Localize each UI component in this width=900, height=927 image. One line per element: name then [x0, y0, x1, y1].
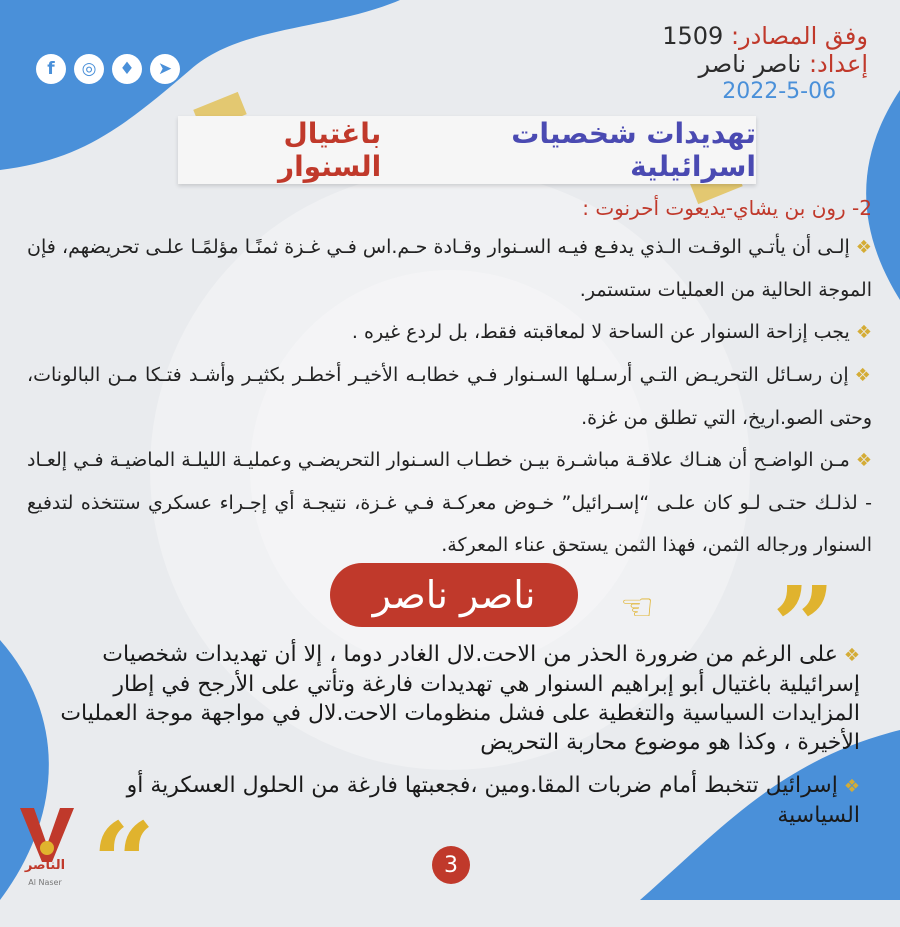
commentary-text: إسرائيل تتخبط أمام ضربات المقا.ومين ،فجعبتها فارغة من الحلول العسكرية أو السياسية	[126, 773, 860, 828]
title-part-1: تهديدات شخصيات اسرائيلية	[511, 117, 756, 183]
diamond-bullet-icon: ❖	[855, 450, 872, 471]
source-line: 2- رون بن يشاي-يديعوت أحرنوت :	[582, 196, 872, 220]
logo-text: الناصر	[24, 858, 66, 873]
article-body	[27, 196, 872, 566]
twitter-icon[interactable]: ♦	[112, 54, 142, 84]
bullet-text: مـن الواضـح أن هنـاك علاقـة مباشـرة بيـن خطـاب السـنوار التحريضـي وعمليـة الليلـة الماضيـة فـي إلعـاد - لذلـك حتـى لـو كان علـى “إسـرائيل” خـوض معركـة فـي غـزة، نتيجـة أي إجـراء عسكري ستتخذه لتدفيع السنوار ورجاله الثمن، فهذا الثمن يستحق عناء المعركة.	[27, 449, 872, 556]
prepared-row	[662, 50, 868, 78]
sources-row	[662, 22, 868, 50]
al-naser-logo	[12, 800, 82, 890]
bullet-item	[27, 354, 872, 439]
date: 2022-5-06	[722, 78, 837, 104]
page-number: 3	[432, 846, 470, 884]
bullet-text: إن رسـائل التحريـض التـي أرسـلها السـنوار فـي خطابـه الأخيـر أخطـر بكثيـر وأشـد فتـكا مـن البالونات، وحتى الصو.اريخ، التي تطلق من غزة.	[27, 364, 872, 429]
prepared-value: ناصر ناصر	[698, 50, 802, 79]
diamond-bullet-icon: ❖	[855, 237, 872, 258]
bullet-item	[27, 439, 872, 566]
diamond-bullet-icon: ❖	[855, 322, 872, 343]
diamond-bullet-icon: ❖	[854, 365, 872, 386]
bullet-item	[27, 311, 872, 354]
telegram-icon[interactable]: ➤	[150, 54, 180, 84]
sources-label: وفق المصادر:	[730, 22, 868, 50]
commentary-item	[60, 771, 860, 830]
commentary-text: على الرغم من ضرورة الحذر من الاحت.لال الغادر دوما ، إلا أن تهديدات شخصيات إسرائيلية باغتيال أبو إبراهيم السنوار هي تهديدات فارغة وتأتي على الأرجح في إطار المزايدات السياسية والتغطية على فشل منظومات الاحت.لال في مواجهة موجة العمليات الأخيرة ، وكذا هو موضوع محاربة التحريض	[60, 642, 860, 755]
diamond-bullet-icon: ❖	[843, 645, 860, 666]
quote-close-icon: ”	[772, 562, 836, 691]
logo-subtext: Al Naser	[28, 878, 62, 887]
page-title	[178, 116, 756, 184]
bullet-text: إلـى أن يأتـي الوقـت الـذي يدفـع فيـه السـنوار وقـادة حـم.اس فـي غـزة ثمنًـا مؤلمًـا علـى تحريضهم، فإن الموجة الحالية من العمليات ستستمر.	[27, 236, 872, 301]
quote-open-icon: “	[92, 798, 156, 927]
prepared-label: إعداد:	[808, 50, 868, 79]
author-banner: ناصر ناصر	[330, 563, 578, 627]
title-part-2: باغتيال السنوار	[277, 117, 382, 183]
pointing-hand-icon: ☜	[620, 585, 655, 629]
commentary-item	[60, 640, 860, 757]
sources-value: 1509	[662, 22, 724, 50]
social-links	[36, 54, 180, 84]
instagram-icon[interactable]: ◎	[74, 54, 104, 84]
bullet-item	[27, 226, 872, 311]
bullet-text: يجب إزاحة السنوار عن الساحة لا لمعاقبته فقط، بل لردع غيره .	[351, 321, 850, 343]
commentary-block	[60, 640, 860, 844]
facebook-icon[interactable]: f	[36, 54, 66, 84]
meta-block	[662, 22, 868, 105]
diamond-bullet-icon: ❖	[843, 776, 860, 797]
